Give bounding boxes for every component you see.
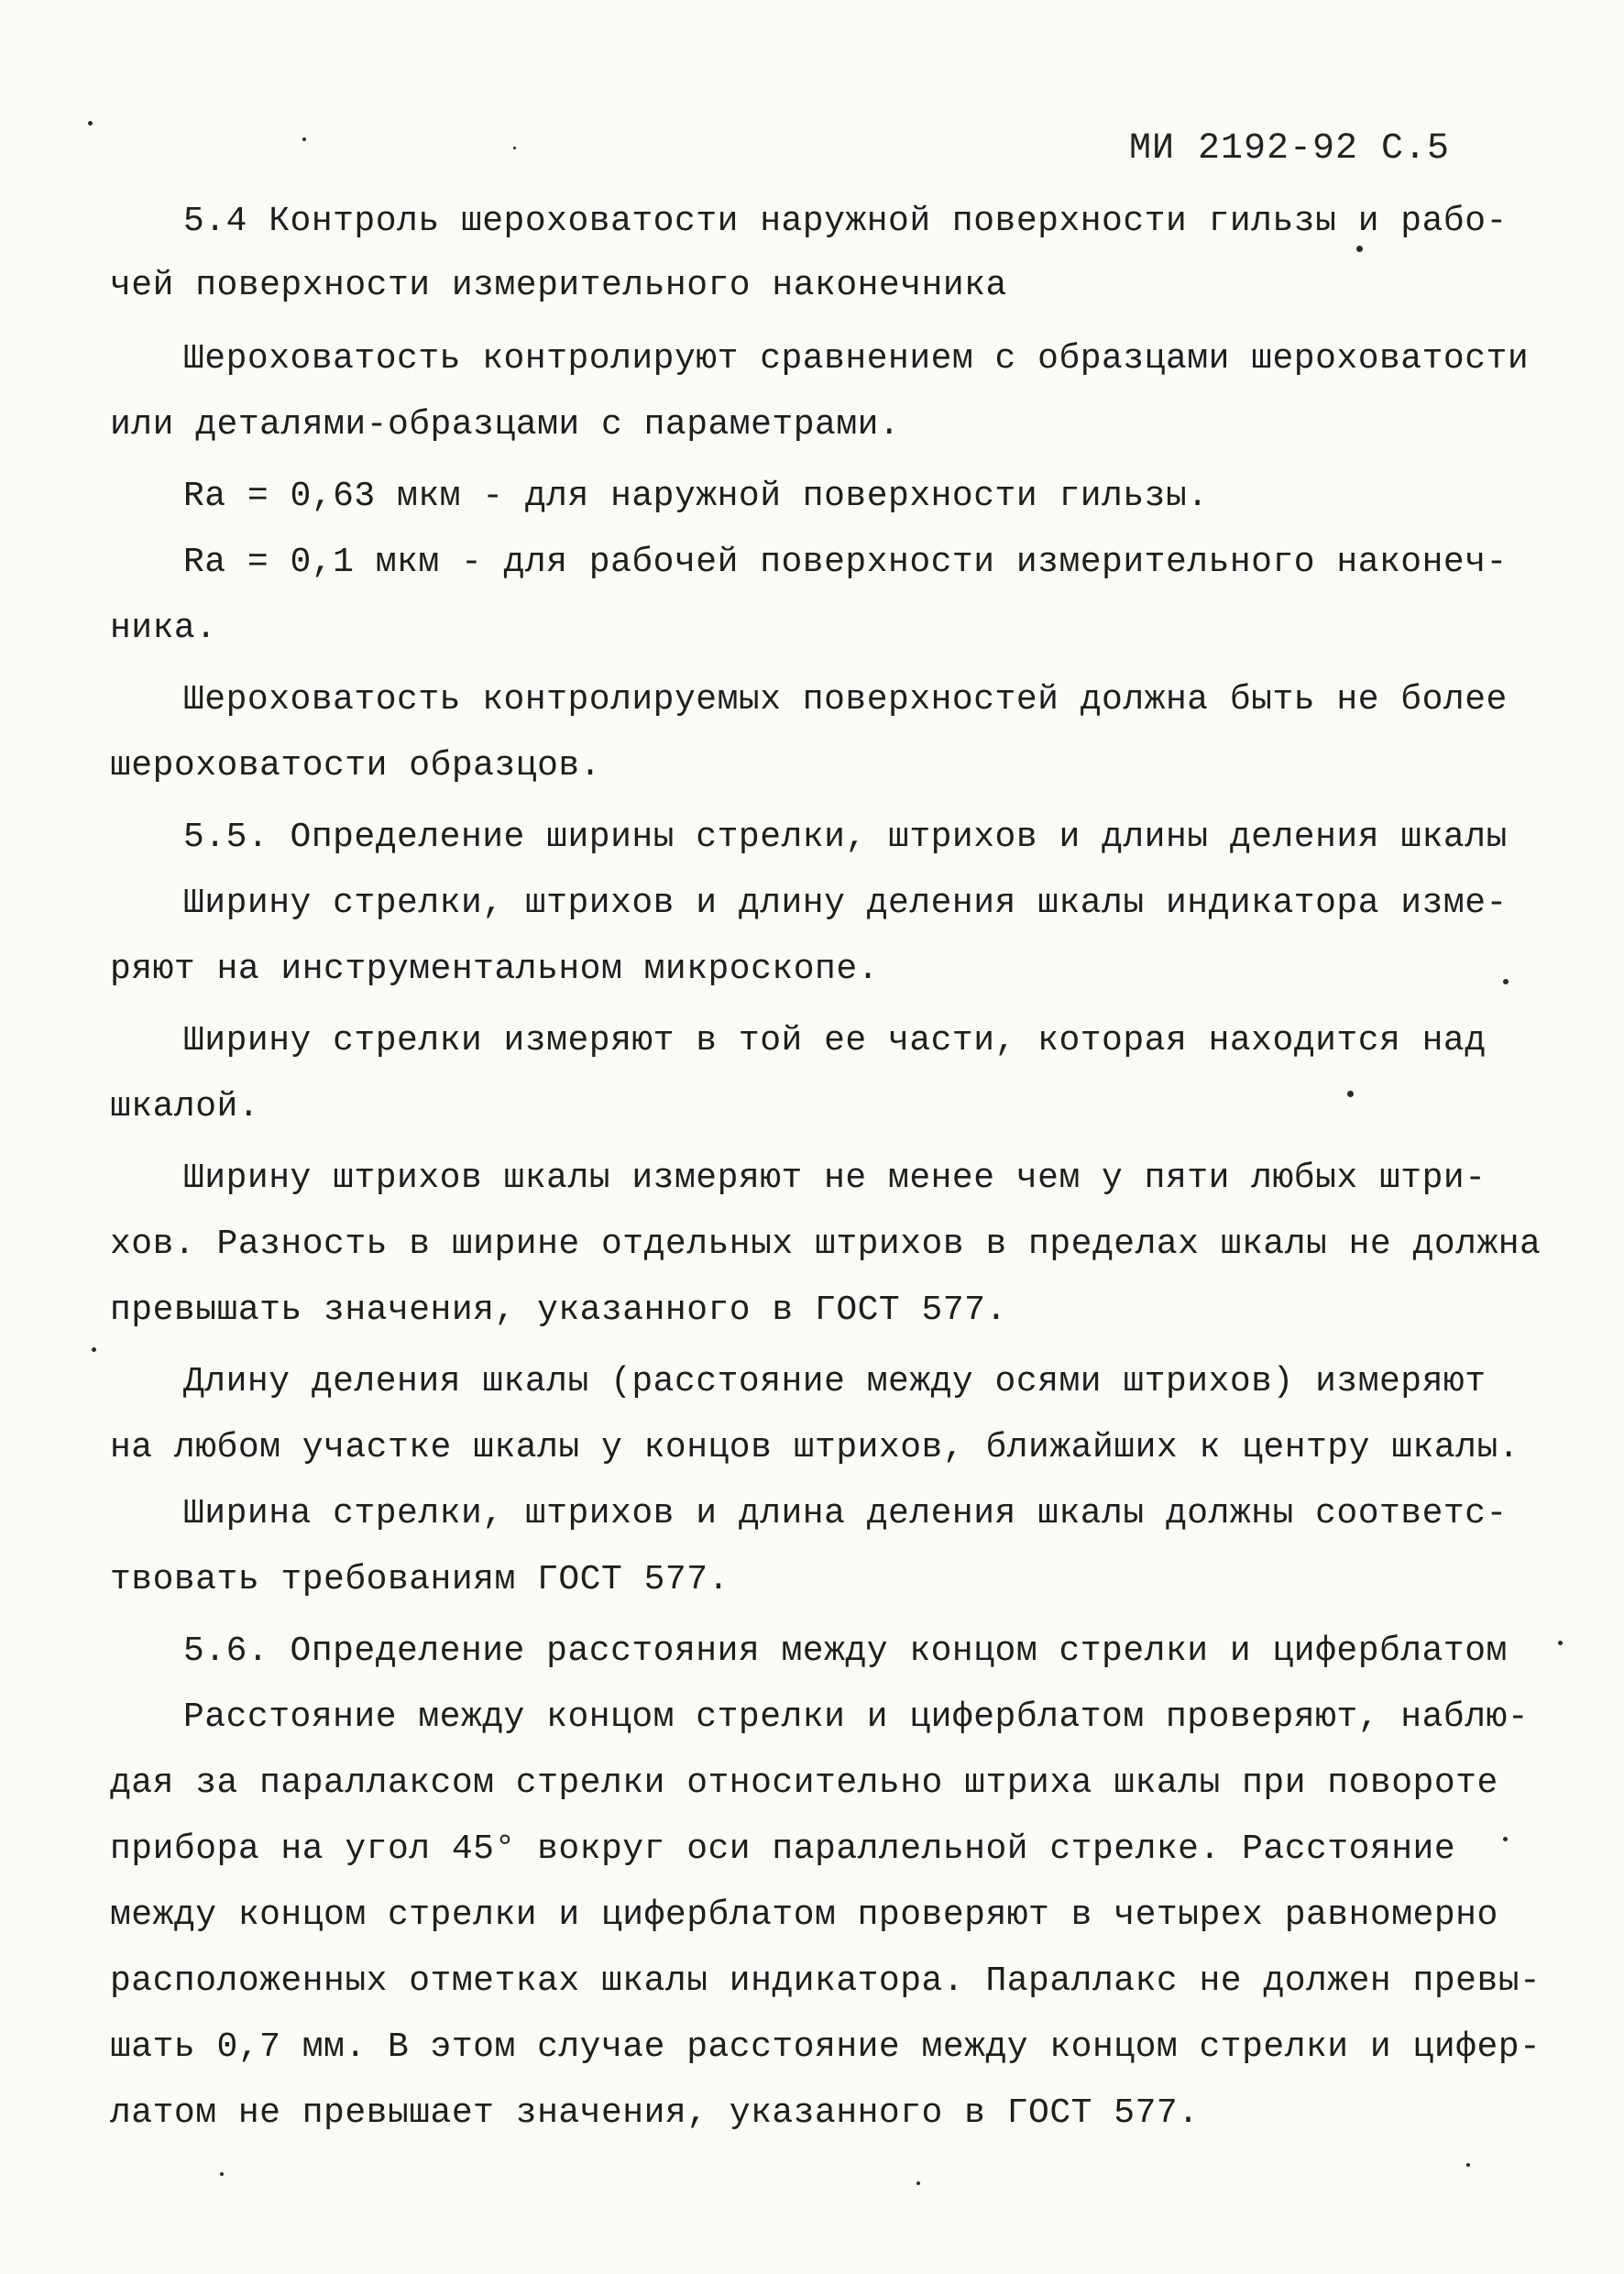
scan-speck — [1347, 1091, 1354, 1097]
text-line: Ширину стрелки, штрихов и длину деления шкалы индикатора изме- — [183, 884, 1508, 923]
text-line: Шероховатость контролируют сравнением с образцами шероховатости — [183, 339, 1530, 379]
text-line: расположенных отметках шкалы индикатора. Параллакс не должен превы- — [110, 1961, 1542, 2001]
section-heading: 5.5. Определение ширины стрелки, штрихов и длины деления шкалы — [183, 818, 1508, 857]
scan-speck — [1503, 1837, 1508, 1841]
text-line: шать 0,7 мм. В этом случае расстояние между концом стрелки и цифер- — [110, 2027, 1542, 2067]
text-line: Ширину стрелки измеряют в той ее части, которая находится над — [183, 1021, 1487, 1060]
scan-speck — [1558, 1641, 1563, 1645]
text-line: шероховатости образцов. — [110, 746, 601, 785]
text-line: или деталями-образцами с параметрами. — [110, 405, 901, 445]
text-line: латом не превышает значения, указанного в ГОСТ 577. — [110, 2093, 1200, 2133]
text-line: прибора на угол 45° вокруг оси параллельной стрелке. Расстояние — [110, 1829, 1456, 1869]
scan-speck — [92, 1347, 96, 1352]
document-code-header: МИ 2192-92 С.5 — [1128, 128, 1450, 170]
text-line: хов. Разность в ширине отдельных штрихов в пределах шкалы не должна — [110, 1225, 1542, 1264]
text-line: Длину деления шкалы (расстояние между осями штрихов) измеряют — [183, 1362, 1487, 1401]
text-line: дая за параллаксом стрелки относительно штриха шкалы при повороте — [110, 1763, 1498, 1803]
text-line: Ra = 0,63 мкм - для наружной поверхности гильзы. — [183, 477, 1209, 516]
text-line: Шероховатость контролируемых поверхностей должна быть не более — [183, 680, 1508, 720]
scan-speck — [1356, 246, 1363, 252]
text-line: ника. — [110, 609, 217, 648]
scan-speck — [1503, 979, 1509, 984]
text-line: шкалой. — [110, 1087, 260, 1126]
scan-speck — [916, 2181, 920, 2185]
text-line: твовать требованиям ГОСТ 577. — [110, 1560, 730, 1599]
text-line: Ra = 0,1 мкм - для рабочей поверхности измерительного наконеч- — [183, 543, 1508, 582]
scan-speck — [302, 137, 306, 141]
scan-speck — [1466, 2163, 1470, 2167]
text-line: превышать значения, указанного в ГОСТ 577. — [110, 1291, 1007, 1330]
text-line: Расстояние между концом стрелки и циферблатом проверяют, наблю- — [183, 1697, 1530, 1737]
text-line: 5.4 Контроль шероховатости наружной поверхности гильзы и рабо- — [183, 202, 1508, 241]
scan-speck — [88, 121, 93, 126]
text-line: Ширина стрелки, штрихов и длина деления шкалы должны соответс- — [183, 1494, 1508, 1533]
scan-speck — [220, 2172, 224, 2176]
text-line: между концом стрелки и циферблатом проверяют в четырех равномерно — [110, 1895, 1498, 1935]
text-line: на любом участке шкалы у концов штрихов, ближайших к центру шкалы. — [110, 1428, 1520, 1467]
scan-speck — [513, 147, 516, 149]
text-line: Ширину штрихов шкалы измеряют не менее чем у пяти любых штри- — [183, 1159, 1487, 1198]
section-heading: 5.6. Определение расстояния между концом стрелки и циферблатом — [183, 1631, 1508, 1671]
text-line: ряют на инструментальном микроскопе. — [110, 950, 879, 989]
text-line: чей поверхности измерительного наконечника — [110, 266, 1007, 305]
